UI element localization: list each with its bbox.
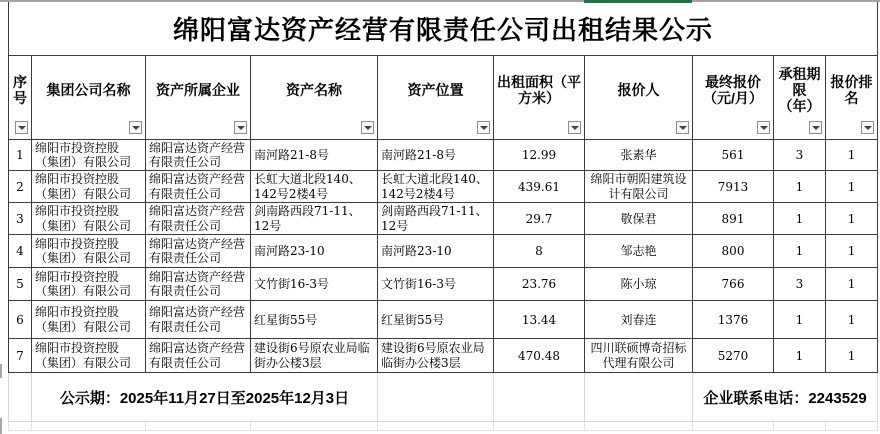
column-header-label: 报价人	[617, 81, 660, 98]
cell-price[interactable]: 800	[693, 235, 774, 268]
column-header-group[interactable]	[32, 55, 146, 139]
notice-period-text[interactable]: 公示期：2025年11月27日至2025年12月3日	[32, 373, 378, 422]
table-row	[9, 139, 878, 171]
cell-term[interactable]: 1	[774, 203, 826, 235]
empty-cell[interactable]	[494, 422, 585, 431]
empty-cell[interactable]	[9, 422, 32, 431]
column-header-label: 资产名称	[286, 81, 342, 98]
table-row	[9, 203, 878, 235]
empty-grid-row	[9, 422, 878, 431]
autofilter-button[interactable]	[234, 121, 247, 134]
column-header-price[interactable]	[693, 55, 774, 139]
filter-arrow-icon	[864, 126, 872, 130]
empty-cell[interactable]	[585, 422, 693, 431]
cell-group[interactable]: 绵阳市投资控股（集团）有限公司	[32, 203, 146, 235]
column-header-owner[interactable]	[146, 55, 251, 139]
autofilter-button[interactable]	[676, 121, 689, 134]
cell-seq[interactable]: 7	[9, 339, 32, 373]
footer-empty-cell[interactable]	[378, 373, 494, 422]
cell-term[interactable]: 3	[774, 268, 826, 301]
column-header-label: 出租面积（平方米）	[497, 73, 581, 106]
filter-arrow-icon	[132, 126, 140, 130]
column-header-term[interactable]	[774, 55, 826, 139]
empty-cell[interactable]	[378, 422, 494, 431]
page-title: 绵阳富达资产经营有限责任公司出租结果公示	[9, 2, 878, 55]
rental-results-table	[8, 2, 878, 431]
column-header-label: 资产位置	[407, 81, 464, 98]
column-header-seq[interactable]	[9, 55, 32, 139]
autofilter-button[interactable]	[861, 121, 874, 134]
cell-term[interactable]: 1	[774, 171, 826, 203]
cell-bidder[interactable]: 张素华	[585, 139, 693, 171]
table-row	[9, 268, 878, 301]
cell-seq[interactable]: 5	[9, 268, 32, 301]
cell-asset[interactable]: 南河路23-10	[251, 235, 378, 268]
cell-location[interactable]: 南河路23-10	[378, 235, 494, 268]
cell-rank[interactable]: 1	[826, 203, 878, 235]
title-row	[9, 2, 878, 55]
table-row	[9, 235, 878, 268]
footer-empty-cell[interactable]	[9, 373, 32, 422]
cell-group[interactable]: 绵阳市投资控股（集团）有限公司	[32, 139, 146, 171]
cell-rank[interactable]: 1	[826, 139, 878, 171]
cell-asset[interactable]: 长虹大道北段140、142号2楼4号	[251, 171, 378, 203]
cell-area[interactable]: 8	[494, 235, 585, 268]
cell-owner[interactable]: 绵阳富达资产经营有限责任公司	[146, 235, 251, 268]
cell-bidder[interactable]: 绵阳市朝阳建筑设计有限公司	[585, 171, 693, 203]
filter-arrow-icon	[480, 126, 488, 130]
empty-cell[interactable]	[146, 422, 251, 431]
column-header-label: 报价排名	[830, 73, 873, 106]
filter-arrow-icon	[364, 126, 372, 130]
autofilter-button[interactable]	[477, 121, 490, 134]
cell-group[interactable]: 绵阳市投资控股（集团）有限公司	[32, 301, 146, 339]
empty-cell[interactable]	[251, 422, 378, 431]
cell-area[interactable]: 439.61	[494, 171, 585, 203]
cell-owner[interactable]: 绵阳富达资产经营有限责任公司	[146, 339, 251, 373]
cell-group[interactable]: 绵阳市投资控股（集团）有限公司	[32, 235, 146, 268]
cell-owner[interactable]: 绵阳富达资产经营有限责任公司	[146, 268, 251, 301]
footer-row	[9, 373, 878, 422]
autofilter-button[interactable]	[568, 121, 581, 134]
cell-price[interactable]: 561	[693, 139, 774, 171]
header-row	[9, 55, 878, 139]
cell-seq[interactable]: 6	[9, 301, 32, 339]
column-header-area[interactable]	[494, 55, 585, 139]
column-header-location[interactable]	[378, 55, 494, 139]
column-header-label: 资产所属企业	[156, 81, 240, 98]
cell-seq[interactable]: 2	[9, 171, 32, 203]
cell-rank[interactable]: 1	[826, 268, 878, 301]
cell-bidder[interactable]: 陈小琼	[585, 268, 693, 301]
cell-asset[interactable]: 剑南路西段71-11、12号	[251, 203, 378, 235]
cell-term[interactable]: 1	[774, 301, 826, 339]
cell-location[interactable]: 南河路21-8号	[378, 139, 494, 171]
cell-asset[interactable]: 南河路21-8号	[251, 139, 378, 171]
footer-empty-cell[interactable]	[494, 373, 585, 422]
cell-rank[interactable]: 1	[826, 301, 878, 339]
filter-arrow-icon	[679, 126, 687, 130]
cell-rank[interactable]: 1	[826, 235, 878, 268]
cell-owner[interactable]: 绵阳富达资产经营有限责任公司	[146, 301, 251, 339]
footer-empty-cell[interactable]	[585, 373, 693, 422]
cell-location[interactable]: 长虹大道北段140、142号2楼4号	[378, 171, 494, 203]
cell-area[interactable]: 29.7	[494, 203, 585, 235]
autofilter-button[interactable]	[15, 121, 28, 134]
filter-arrow-icon	[812, 126, 820, 130]
empty-cell[interactable]	[826, 422, 878, 431]
filter-arrow-icon	[18, 126, 26, 130]
autofilter-button[interactable]	[757, 121, 770, 134]
autofilter-button[interactable]	[361, 121, 374, 134]
autofilter-button[interactable]	[129, 121, 142, 134]
column-header-asset[interactable]	[251, 55, 378, 139]
cell-area[interactable]: 470.48	[494, 339, 585, 373]
empty-cell[interactable]	[693, 422, 774, 431]
column-header-label: 集团公司名称	[46, 81, 131, 98]
cell-price[interactable]: 766	[693, 268, 774, 301]
cell-price[interactable]: 5270	[693, 339, 774, 373]
cell-owner[interactable]: 绵阳富达资产经营有限责任公司	[146, 139, 251, 171]
cell-term[interactable]: 1	[774, 339, 826, 373]
column-header-label: 承租期限（年）	[778, 65, 821, 115]
row-header-sliver	[0, 418, 2, 434]
cell-bidder[interactable]: 邹志艳	[585, 235, 693, 268]
cell-price[interactable]: 1376	[693, 301, 774, 339]
cell-rank[interactable]: 1	[826, 171, 878, 203]
cell-area[interactable]: 13.44	[494, 301, 585, 339]
column-header-label: 最终报价（元/月）	[703, 73, 763, 106]
cell-area[interactable]: 12.99	[494, 139, 585, 171]
cell-group[interactable]: 绵阳市投资控股（集团）有限公司	[32, 268, 146, 301]
cell-asset[interactable]: 文竹街16-3号	[251, 268, 378, 301]
cell-group[interactable]: 绵阳市投资控股（集团）有限公司	[32, 171, 146, 203]
cell-term[interactable]: 3	[774, 139, 826, 171]
table-row	[9, 171, 878, 203]
table-row	[9, 339, 878, 373]
cell-bidder[interactable]: 四川联硕博奇招标代理有限公司	[585, 339, 693, 373]
cell-bidder[interactable]: 刘春连	[585, 301, 693, 339]
filter-arrow-icon	[760, 126, 768, 130]
cell-location[interactable]: 红星街55号	[378, 301, 494, 339]
cell-location[interactable]: 文竹街16-3号	[378, 268, 494, 301]
cell-price[interactable]: 891	[693, 203, 774, 235]
cell-asset[interactable]: 建设街6号原农业局临街办公楼3层	[251, 339, 378, 373]
contact-phone-text[interactable]: 企业联系电话：2243529	[693, 373, 878, 422]
cell-rank[interactable]: 1	[826, 339, 878, 373]
empty-cell[interactable]	[774, 422, 826, 431]
cell-area[interactable]: 23.76	[494, 268, 585, 301]
autofilter-button[interactable]	[809, 121, 822, 134]
row-header-sliver	[0, 364, 2, 378]
filter-arrow-icon	[237, 126, 245, 130]
column-header-rank[interactable]	[826, 55, 878, 139]
empty-cell[interactable]	[32, 422, 146, 431]
cell-asset[interactable]: 红星街55号	[251, 301, 378, 339]
cell-seq[interactable]: 1	[9, 139, 32, 171]
cell-price[interactable]: 7913	[693, 171, 774, 203]
cell-location[interactable]: 剑南路西段71-11、12号	[378, 203, 494, 235]
column-header-bidder[interactable]	[585, 55, 693, 139]
cell-seq[interactable]: 3	[9, 203, 32, 235]
cell-term[interactable]: 1	[774, 235, 826, 268]
cell-group[interactable]: 绵阳市投资控股（集团）有限公司	[32, 339, 146, 373]
cell-location[interactable]: 建设街6号原农业局临街办公楼3层	[378, 339, 494, 373]
cell-owner[interactable]: 绵阳富达资产经营有限责任公司	[146, 203, 251, 235]
cell-seq[interactable]: 4	[9, 235, 32, 268]
filter-arrow-icon	[571, 126, 579, 130]
cell-owner[interactable]: 绵阳富达资产经营有限责任公司	[146, 171, 251, 203]
column-header-label: 序号	[13, 73, 27, 106]
table-row	[9, 301, 878, 339]
cell-bidder[interactable]: 敬保君	[585, 203, 693, 235]
